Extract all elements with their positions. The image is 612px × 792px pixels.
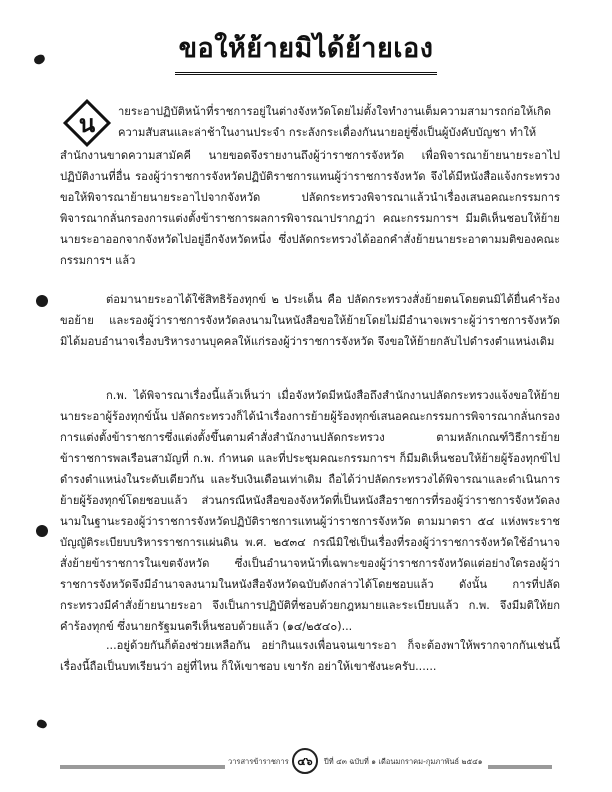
ink-dot-decoration xyxy=(36,295,48,307)
paragraph-4-text: ...อยู่ด้วยกันก็ต้องช่วยเหลือกัน อย่ากินแรงเพื่อนจนเขาระอา ก็จะต้องพาให้พรากจากกันเช่นนี้ เรื่องนี้ถือเป็นบทเรียนว่า อยู่ที่ไหน ก็ให้เขาชอบ เขารัก อย่าให้เขาชังนะครับ...... xyxy=(60,639,560,673)
footer-journal-name: วารสารข้าราชการ xyxy=(228,757,289,766)
paragraph-3 xyxy=(60,385,560,639)
drop-cap-letter: น xyxy=(78,109,96,138)
footer-rule-left xyxy=(60,765,225,769)
ink-dot-decoration xyxy=(36,525,48,537)
paragraph-4 xyxy=(60,635,560,679)
footer-rule-right xyxy=(488,765,552,769)
paragraph-1-lead: ายระอาปฏิบัติหน้าที่ราชการอยู่ในต่างจังหวัดโดยไม่ตั้งใจทำงานเต็มความสามารถก่อให้เกิดความสับสนและล่าช้าในงานประจำ กระลังกระเดื่องกันนายอยู่ซึ่งเป็นผู้บังคับบัญชา ทำให้ xyxy=(118,105,552,139)
page-number-badge: ๔๖ xyxy=(292,748,318,774)
article-title xyxy=(0,26,612,75)
article-title-text: ขอให้ย้ายมิได้ย้ายเอง xyxy=(175,26,438,75)
footer-issue-info: ปีที่ ๔๓ ฉบับที่ ๑ เดือนมกราคม-กุมภาพันธ์ ๒๕๔๑ xyxy=(324,757,483,766)
paragraph-2-text: ต่อมานายระอาได้ใช้สิทธิร้องทุกข์ ๒ ประเด็น คือ ปลัดกระทรวงสั่งย้ายตนโดยตนมิได้ยื่นคำร้องขอย้าย และรองผู้ว่าราชการจังหวัดลงนามในหนังสือขอให้ย้ายโดยไม่มีอำนาจเพราะผู้ว่าราชการจังหวัดมิได้มอบอำนาจเรื่องบริหารงานบุคคลให้แก่รองผู้ว่าราชการจังหวัด จึงขอให้ย้ายกลับไปดำรงตำแหน่งเดิม xyxy=(60,293,560,348)
page-footer xyxy=(60,748,552,772)
paragraph-1 xyxy=(60,101,560,273)
paragraph-2 xyxy=(60,289,560,354)
paragraph-1-rest: สำนักงานขาดความสามัคคี นายขอดจึงรายงานถึงผู้ว่าราชการจังหวัด เพื่อพิจารณาย้ายนายระอาไปปฏิบัติงานที่อื่น รองผู้ว่าราชการจังหวัดปฏิบัติราชการแทนผู้ว่าราชการจังหวัด จึงได้มีหนังสือแจ้งกระทรวงขอให้พิจารณาย้ายนายระอาไปจากจังหวัด ปลัดกระทรวงพิจารณาแล้วนำเรื่องเสนอคณะกรรมการพิจารณากลั่นกรองการแต่งตั้งข้าราชการผลการพิจารณาปรากฏว่า คณะกรรมการฯ มีมติเห็นชอบให้ย้ายนายระอาออกจากจังหวัดไปอยู่อีกจังหวัดหนึ่ง ซึ่งปลัดกระทรวงได้ออกคำสั่งย้ายนายระอาตามมติของคณะกรรมการฯ แล้ว xyxy=(60,149,560,267)
paragraph-3-text: ก.พ. ได้พิจารณาเรื่องนี้แล้วเห็นว่า เมื่อจังหวัดมีหนังสือถึงสำนักงานปลัดกระทรวงแจ้งขอให้ย้ายนายระอาผู้ร้องทุกข์นั้น ปลัดกระทรวงก็ได้นำเรื่องการย้ายผู้ร้องทุกข์เสนอคณะกรรมการพิจารณากลั่นกรองการแต่งตั้งข้าราชการซึ่งแต่งตั้งขึ้นตามคำสั่งสำนักงานปลัดกระทรวง ตามหลักเกณฑ์วิธีการย้ายข้าราชการพลเรือนสามัญที่ ก.พ. กำหนด และที่ประชุมคณะกรรมการฯ ก็มีมติเห็นชอบให้ย้ายผู้ร้องทุกข์ไปดำรงตำแหน่งในระดับเดียวกัน และรับเงินเดือนเท่าเดิม ถือได้ว่าปลัดกระทรวงได้พิจารณาและดำเนินการย้ายผู้ร้องทุกข์โดยชอบแล้ว ส่วนกรณีหนังสือของจังหวัดที่เป็นหนังสือราชการที่รองผู้ว่าราชการจังหวัดลงนามในฐานะรองผู้ว่าราชการจังหวัดปฏิบัติราชการแทนผู้ว่าราชการจังหวัด ตามมาตรา ๕๔ แห่งพระราชบัญญัติระเบียบบริหารราชการแผ่นดิน พ.ศ. ๒๕๓๔ กรณีมิใช่เป็นเรื่องที่รองผู้ว่าราชการจังหวัดใช้อำนาจสั่งย้ายข้าราชการในเขตจังหวัด ซึ่งเป็นอำนาจหน้าที่เฉพาะของผู้ว่าราชการจังหวัดแต่อย่างใดรองผู้ว่าราชการจังหวัดจึงมีอำนาจลงนามในหนังสือจังหวัดฉบับดังกล่าวได้โดยชอบแล้ว ดังนั้น การที่ปลัดกระทรวงมีคำสั่งย้ายนายระอา จึงเป็นการปฏิบัติที่ชอบด้วยกฎหมายและระเบียบแล้ว ก.พ. จึงมีมติให้ยกคำร้องทุกข์ ซึ่งนายกรัฐมนตรีเห็นชอบด้วยแล้ว (๑๔/๒๕๔๐)... xyxy=(60,389,560,633)
ink-dot-decoration xyxy=(36,719,48,730)
